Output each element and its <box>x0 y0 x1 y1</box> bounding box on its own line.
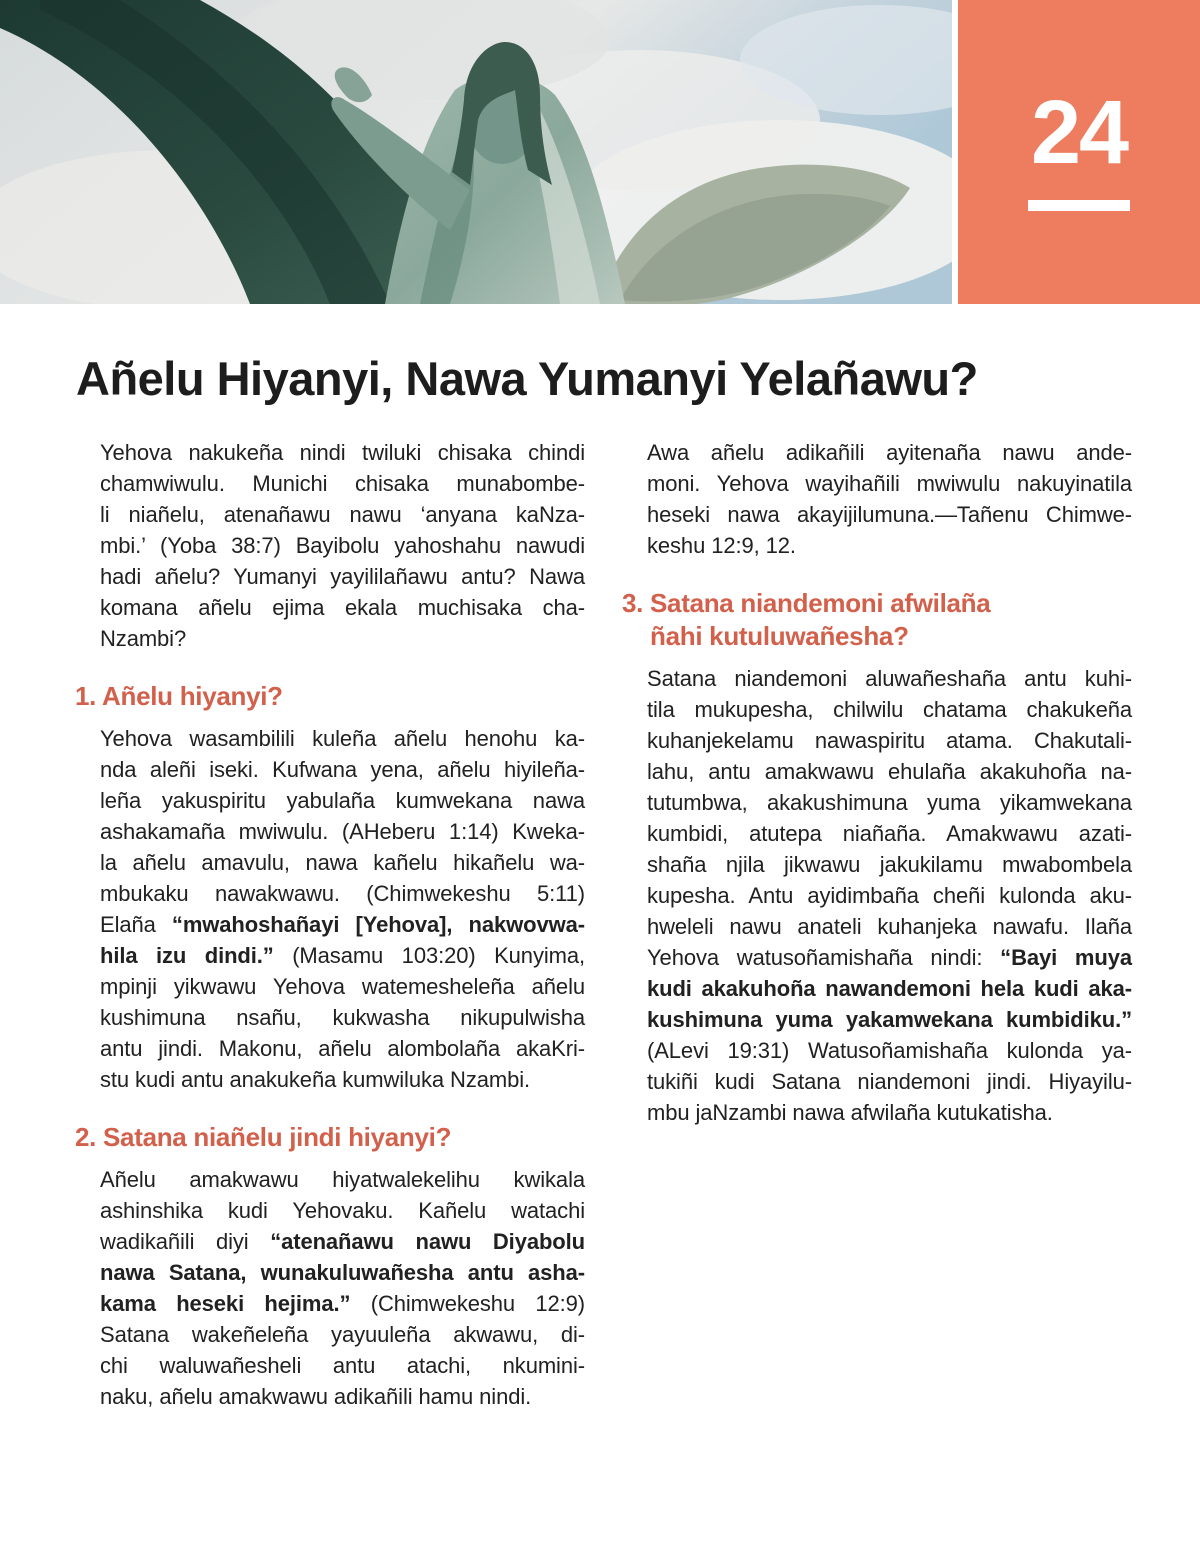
paragraph <box>75 1164 585 1412</box>
text-line: (ALevi 19:31) Watusoñamishaña kulonda ya- <box>647 1038 1132 1063</box>
chapter-underline <box>1028 200 1130 211</box>
text-line: keshu 12:9, 12. <box>647 533 796 558</box>
text-line: kama heseki hejima.” (Chimwekeshu 12:9) <box>100 1291 586 1316</box>
text-line: mbukaku nawakwawu. (Chimwekeshu 5:11) <box>100 881 585 906</box>
chapter-number: 24 <box>1030 83 1128 183</box>
text-line: kupesha. Antu ayidimbaña cheñi kulonda aku- <box>647 883 1132 908</box>
text-line: Awa añelu adikañili ayitenaña nawu ande- <box>647 440 1132 465</box>
text-line: ashakamaña mwiwulu. (AHeberu 1:14) Kweka- <box>100 819 585 844</box>
text-line: tila mukupesha, chilwilu chatama chakukeña <box>647 697 1132 722</box>
text-line: komana añelu ejima ekala muchisaka cha- <box>100 595 585 620</box>
text-line: leña yakuspiritu yabulaña kumwekana nawa <box>100 788 585 813</box>
angel-statue-illustration <box>0 0 952 304</box>
article-columns <box>75 437 1132 1412</box>
text-line: Elaña “mwahoshañayi [Yehova], nakwovwa- <box>100 912 586 937</box>
text-line: hila izu dindi.” (Masamu 103:20) Kunyima, <box>100 943 585 968</box>
section-heading <box>622 587 1132 653</box>
text-line: chamwiwulu. Munichi chisaka munabombe- <box>100 471 585 496</box>
section-heading <box>75 680 585 713</box>
chapter-badge <box>958 0 1200 304</box>
text-column-2 <box>622 437 1132 1412</box>
text-line: stu kudi antu anakukeña kumwiluka Nzambi. <box>100 1067 531 1092</box>
text-line: kushimuna yuma yakamwekana kumbidiku.” <box>647 1007 1132 1032</box>
section-heading <box>75 1121 585 1154</box>
text-column-1 <box>75 437 585 1412</box>
text-line: tutumbwa, akakushimuna yuma yikamwekana <box>647 790 1132 815</box>
page-title: Añelu Hiyanyi, Nawa Yumanyi Yelañawu? <box>76 352 978 405</box>
paragraph <box>622 437 1132 561</box>
section-heading-line: 1. Añelu hiyanyi? <box>75 681 283 711</box>
section-heading-line: 3. Satana niandemoni afwilaña <box>622 588 991 618</box>
text-line: kudi akakuhoña nawandemoni hela kudi aka- <box>647 976 1132 1001</box>
text-line: Yehova nakukeña nindi twiluki chisaka chindi <box>100 440 585 465</box>
text-line: lahu, antu amakwawu ehulaña akakuhoña na- <box>647 759 1132 784</box>
text-line: Yehova watusoñamishaña nindi: “Bayi muya <box>647 945 1132 970</box>
hero-image <box>0 0 952 304</box>
text-line: mpinji yikwawu Yehova watemesheleña añelu <box>100 974 585 999</box>
text-line: Nzambi? <box>100 626 187 651</box>
text-line: shaña njila jikwawu jakukilamu mwabombela <box>647 852 1132 877</box>
text-line: Satana wakeñeleña yayuuleña akwawu, di- <box>100 1322 585 1347</box>
paragraph <box>75 723 585 1095</box>
text-line: kuhanjekelamu nawaspiritu atama. Chakutali- <box>647 728 1132 753</box>
text-line: Satana niandemoni aluwañeshaña antu kuhi- <box>647 666 1132 691</box>
text-line: Añelu amakwawu hiyatwalekelihu kwikala <box>100 1167 585 1192</box>
text-line: la añelu amavulu, nawa kañelu hikañelu wa- <box>100 850 585 875</box>
text-line: heseki nawa akayijilumuna.—Tañenu Chimwe- <box>647 502 1132 527</box>
text-line: mbi.’ (Yoba 38:7) Bayibolu yahoshahu nawudi <box>100 533 585 558</box>
text-line: hadi añelu? Yumanyi yayililañawu antu? Nawa <box>100 564 585 589</box>
text-line: nda aleñi iseki. Kufwana yena, añelu hiyileña- <box>100 757 585 782</box>
text-line: kumbidi, atutepa niañaña. Amakwawu azati- <box>647 821 1132 846</box>
text-line: mbu jaNzambi nawa afwilaña kutukatisha. <box>647 1100 1053 1125</box>
section-heading-line: ñahi kutuluwañesha? <box>650 621 909 651</box>
text-line: hweleli nawu anateli kuhanjeka nawafu. Ilaña <box>647 914 1132 939</box>
text-line: antu jindi. Makonu, añelu alombolaña akaKri- <box>100 1036 585 1061</box>
text-line: moni. Yehova wayihañili mwiwulu nakuyinatila <box>647 471 1132 496</box>
text-line: tukiñi kudi Satana niandemoni jindi. Hiyayilu- <box>647 1069 1132 1094</box>
text-line: Yehova wasambilili kuleña añelu henohu ka- <box>100 726 585 751</box>
paragraph <box>75 437 585 654</box>
section-heading-line: 2. Satana niañelu jindi hiyanyi? <box>75 1122 452 1152</box>
text-line: ashinshika kudi Yehovaku. Kañelu watachi <box>100 1198 585 1223</box>
text-line: nawa Satana, wunakuluwañesha antu asha- <box>100 1260 585 1285</box>
text-line: wadikañili diyi “atenañawu nawu Diyabolu <box>100 1229 585 1254</box>
text-line: kushimuna nsañu, kukwasha nikupulwisha <box>100 1005 585 1030</box>
text-line: chi waluwañesheli antu atachi, nkumini- <box>100 1353 585 1378</box>
paragraph <box>622 663 1132 1128</box>
text-line: li niañelu, atenañawu nawu ‘anyana kaNza- <box>100 502 585 527</box>
text-line: naku, añelu amakwawu adikañili hamu nindi. <box>100 1384 532 1409</box>
